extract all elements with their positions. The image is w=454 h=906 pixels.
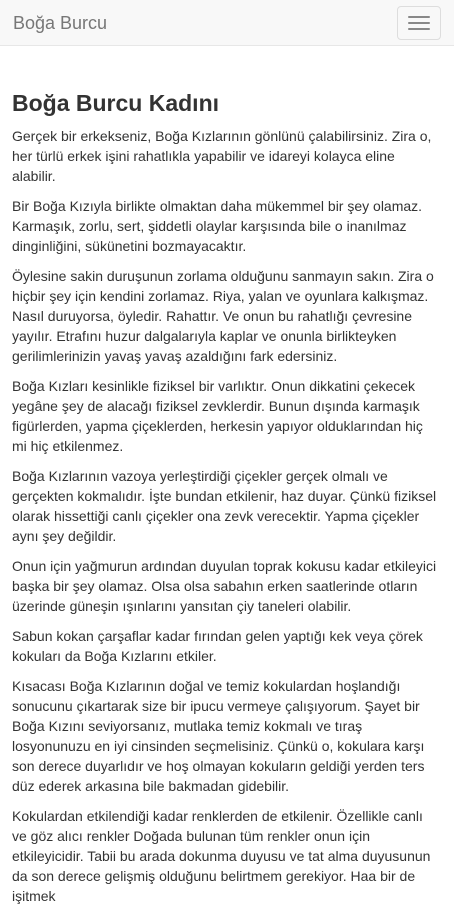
hamburger-menu-icon bbox=[408, 28, 430, 30]
hamburger-menu-icon bbox=[408, 22, 430, 24]
article-paragraph: Boğa Kızları kesinlikle fiziksel bir varlıktır. Onun dikkatini çekecek yegâne şey de alacağı fiziksel zevklerdir. Bunun dışında karmaşık figürlerden, yapma çiçeklerden, herkesin yapıyor olduklarından hiç mi hiç etkilenmez. bbox=[12, 378, 423, 454]
article-paragraph: Gerçek bir erkekseniz, Boğa Kızlarının gönlünü çalabilirsiniz. Zira o, her türlü erkek işini rahatlıkla yapabilir ve idareyi kolayca eline alabilir. bbox=[12, 128, 432, 184]
navbar bbox=[0, 0, 454, 46]
article-paragraph: Öylesine sakin duruşunun zorlama olduğunu sanmayın sakın. Zira o hiçbir şey için kendini zorlamaz. Riya, yalan ve oyunlara kalkışmaz. Nasıl duruyorsa, öyledir. Rahattır. Ve onun bu rahatlığı çevresine yayılır. Etrafını huzur dalgalarıyla kaplar ve onunla birlikteyken gerilimlerinizin yavaş yavaş azaldığını fark edersiniz. bbox=[12, 268, 434, 364]
navbar-brand[interactable]: Boğa Burcu bbox=[13, 12, 108, 33]
article-paragraph: Onun için yağmurun ardından duyulan toprak kokusu kadar etkileyici başka bir şey olamaz. Olsa olsa sabahın erken saatlerinde otların üzerinde güneşin ışınlarını yansıtan çiy taneleri olabilir. bbox=[12, 558, 437, 614]
article-paragraph: Sabun kokan çarşaflar kadar fırından gelen yaptığı kek veya çörek kokuları da Boğa Kızlarını etkiler. bbox=[12, 628, 423, 664]
article-paragraph: Kısacası Boğa Kızlarının doğal ve temiz kokulardan hoşlandığı sonucunu çıkartarak size bir ipucu vermeye çalışıyorum. Şayet bir Boğa Kızını seviyorsanız, mutlaka temiz kokmalı ve tıraş losyonunuzu en iyi cinsinden seçmelisiniz. Çünkü o, kokulara karşı son derece duyarlıdır ve hoş olmayan kokuların geldiği yerden ters düz ederek arkasına bile bakmadan gidebilir. bbox=[12, 678, 425, 794]
article-paragraph: Kokulardan etkilendiği kadar renklerden de etkilenir. Özellikle canlı ve göz alıcı renkler Doğada bulunan tüm renkler onun için etkileyicidir. Tabii bu arada dokunma duyusu ve tat alma duyusunun da son derece gelişmiş olduğunu belirtmem gerekiyor. Haa bir de işitmek bbox=[12, 808, 431, 904]
article bbox=[0, 89, 454, 906]
article-paragraph: Boğa Kızlarının vazoya yerleştirdiği çiçekler gerçek olmalı ve gerçekten kokmalıdır. İşte bundan etkilenir, haz duyar. Çünkü fiziksel olarak hissettiği canlı çiçekler ona zevk verecektir. Yapma çiçekler aynı şey değildir. bbox=[12, 468, 437, 544]
page-title: Boğa Burcu Kadını bbox=[12, 90, 220, 116]
hamburger-menu-icon bbox=[408, 16, 430, 18]
article-paragraph: Bir Boğa Kızıyla birlikte olmaktan daha mükemmel bir şey olamaz. Karmaşık, zorlu, sert, şiddetli olaylar karşısında bile o inanılmaz dinginliğini, sükünetini bozmayacaktır. bbox=[12, 198, 423, 254]
navbar-toggle-button[interactable] bbox=[397, 6, 441, 40]
